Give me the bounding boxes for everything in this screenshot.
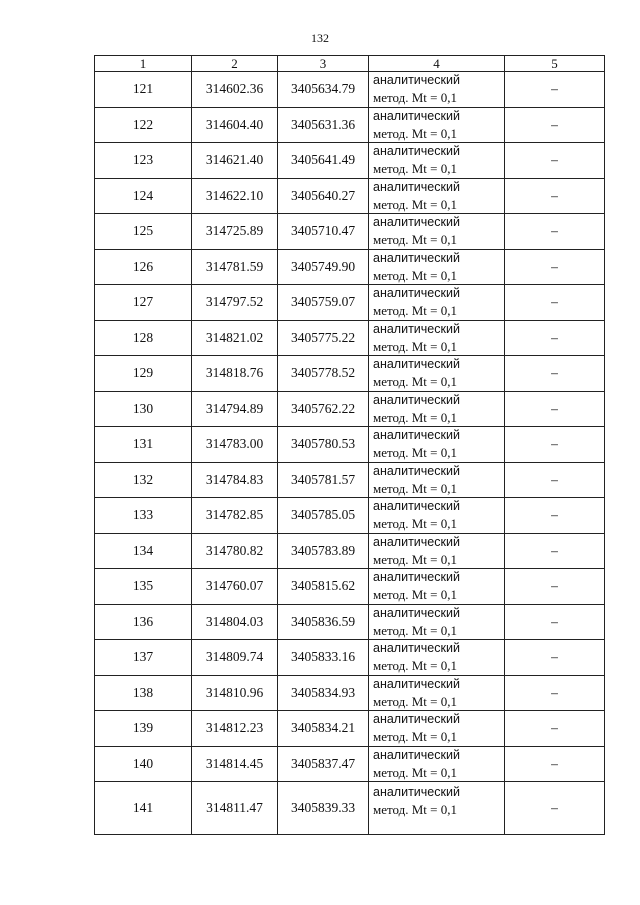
x-coordinate-cell: 314818.76 xyxy=(192,356,278,392)
method-name: аналитический xyxy=(373,144,460,159)
x-coordinate-cell: 314782.85 xyxy=(192,498,278,534)
x-coordinate-cell: 314804.03 xyxy=(192,604,278,640)
method-name: аналитический xyxy=(373,179,460,194)
method-name: аналитический xyxy=(373,73,460,88)
x-coordinate-cell: 314814.45 xyxy=(192,746,278,782)
x-coordinate-cell: 314812.23 xyxy=(192,711,278,747)
method-abbrev: метод. xyxy=(373,622,412,638)
note-cell: – xyxy=(505,356,605,392)
accuracy-value: Mt = 0,1 xyxy=(411,729,458,745)
y-coordinate-cell: 3405780.53 xyxy=(278,427,369,463)
point-number-cell: 135 xyxy=(95,569,192,605)
method-abbrev: метод. xyxy=(373,409,412,425)
method-cell xyxy=(369,214,505,250)
header-col-3: 3 xyxy=(278,56,369,72)
y-coordinate-cell: 3405783.89 xyxy=(278,533,369,569)
method-cell xyxy=(369,285,505,321)
table-row xyxy=(95,214,605,250)
note-cell: – xyxy=(505,604,605,640)
point-number-cell: 140 xyxy=(95,746,192,782)
table-row xyxy=(95,320,605,356)
method-abbrev: метод. xyxy=(373,161,412,177)
point-number-cell: 137 xyxy=(95,640,192,676)
method-abbrev: метод. xyxy=(373,90,412,106)
method-name: аналитический xyxy=(373,499,460,514)
x-coordinate-cell: 314821.02 xyxy=(192,320,278,356)
point-number-cell: 124 xyxy=(95,178,192,214)
method-abbrev: метод. xyxy=(373,551,412,567)
y-coordinate-cell: 3405641.49 xyxy=(278,143,369,179)
method-accuracy-line xyxy=(373,801,504,818)
method-cell xyxy=(369,72,505,108)
accuracy-value: Mt = 0,1 xyxy=(411,338,458,354)
point-number-cell: 121 xyxy=(95,72,192,108)
table-header xyxy=(95,56,605,72)
table-row xyxy=(95,640,605,676)
y-coordinate-cell: 3405762.22 xyxy=(278,391,369,427)
header-col-1: 1 xyxy=(95,56,192,72)
method-cell xyxy=(369,746,505,782)
point-number-cell: 134 xyxy=(95,533,192,569)
table-row xyxy=(95,391,605,427)
point-number-cell: 130 xyxy=(95,391,192,427)
method-cell xyxy=(369,462,505,498)
method-abbrev: метод. xyxy=(373,658,412,674)
method-abbrev: метод. xyxy=(373,125,412,141)
x-coordinate-cell: 314810.96 xyxy=(192,675,278,711)
point-number-cell: 127 xyxy=(95,285,192,321)
table-body xyxy=(95,72,605,835)
note-cell: – xyxy=(505,782,605,835)
header-row xyxy=(95,56,605,72)
note-cell: – xyxy=(505,214,605,250)
y-coordinate-cell: 3405834.93 xyxy=(278,675,369,711)
x-coordinate-cell: 314622.10 xyxy=(192,178,278,214)
method-abbrev: метод. xyxy=(373,196,412,212)
method-accuracy-line xyxy=(373,586,504,603)
header-col-5: 5 xyxy=(505,56,605,72)
method-accuracy-line xyxy=(373,196,504,213)
table-row xyxy=(95,143,605,179)
y-coordinate-cell: 3405634.79 xyxy=(278,72,369,108)
table-row xyxy=(95,498,605,534)
method-name: аналитический xyxy=(373,428,460,443)
table-row xyxy=(95,533,605,569)
table-row xyxy=(95,178,605,214)
point-number-cell: 133 xyxy=(95,498,192,534)
method-cell xyxy=(369,498,505,534)
method-name: аналитический xyxy=(373,357,460,372)
point-number-cell: 141 xyxy=(95,782,192,835)
y-coordinate-cell: 3405710.47 xyxy=(278,214,369,250)
point-number-cell: 125 xyxy=(95,214,192,250)
method-name: аналитический xyxy=(373,570,460,585)
accuracy-value: Mt = 0,1 xyxy=(411,764,458,780)
table-row xyxy=(95,604,605,640)
table-row xyxy=(95,72,605,108)
x-coordinate-cell: 314811.47 xyxy=(192,782,278,835)
method-accuracy-line xyxy=(373,444,504,461)
method-abbrev: метод. xyxy=(373,516,412,532)
note-cell: – xyxy=(505,72,605,108)
note-cell: – xyxy=(505,178,605,214)
note-cell: – xyxy=(505,107,605,143)
method-cell xyxy=(369,107,505,143)
method-abbrev: метод. xyxy=(373,480,412,496)
x-coordinate-cell: 314797.52 xyxy=(192,285,278,321)
note-cell: – xyxy=(505,143,605,179)
accuracy-value: Mt = 0,1 xyxy=(411,409,458,425)
method-name: аналитический xyxy=(373,712,460,727)
y-coordinate-cell: 3405775.22 xyxy=(278,320,369,356)
note-cell: – xyxy=(505,533,605,569)
method-name: аналитический xyxy=(373,747,460,762)
note-cell: – xyxy=(505,320,605,356)
note-cell: – xyxy=(505,711,605,747)
method-accuracy-line xyxy=(373,728,504,745)
method-accuracy-line xyxy=(373,160,504,177)
y-coordinate-cell: 3405836.59 xyxy=(278,604,369,640)
method-abbrev: метод. xyxy=(373,338,412,354)
x-coordinate-cell: 314780.82 xyxy=(192,533,278,569)
method-accuracy-line xyxy=(373,373,504,390)
note-cell: – xyxy=(505,675,605,711)
note-cell: – xyxy=(505,640,605,676)
point-number-cell: 129 xyxy=(95,356,192,392)
method-cell xyxy=(369,675,505,711)
method-abbrev: метод. xyxy=(373,729,412,745)
y-coordinate-cell: 3405781.57 xyxy=(278,462,369,498)
method-abbrev: метод. xyxy=(373,232,412,248)
method-accuracy-line xyxy=(373,515,504,532)
method-cell xyxy=(369,356,505,392)
accuracy-value: Mt = 0,1 xyxy=(411,125,458,141)
method-cell xyxy=(369,782,505,835)
header-col-4: 4 xyxy=(369,56,505,72)
method-abbrev: метод. xyxy=(373,802,412,817)
y-coordinate-cell: 3405749.90 xyxy=(278,249,369,285)
method-cell xyxy=(369,640,505,676)
y-coordinate-cell: 3405833.16 xyxy=(278,640,369,676)
method-accuracy-line xyxy=(373,657,504,674)
method-name: аналитический xyxy=(373,250,460,265)
x-coordinate-cell: 314781.59 xyxy=(192,249,278,285)
method-cell xyxy=(369,391,505,427)
y-coordinate-cell: 3405837.47 xyxy=(278,746,369,782)
y-coordinate-cell: 3405778.52 xyxy=(278,356,369,392)
x-coordinate-cell: 314725.89 xyxy=(192,214,278,250)
accuracy-value: Mt = 0,1 xyxy=(411,161,458,177)
method-accuracy-line xyxy=(373,409,504,426)
method-name: аналитический xyxy=(373,785,460,799)
accuracy-value: Mt = 0,1 xyxy=(411,551,458,567)
accuracy-value: Mt = 0,1 xyxy=(411,445,458,461)
y-coordinate-cell: 3405785.05 xyxy=(278,498,369,534)
table-row xyxy=(95,356,605,392)
x-coordinate-cell: 314784.83 xyxy=(192,462,278,498)
note-cell: – xyxy=(505,498,605,534)
accuracy-value: Mt = 0,1 xyxy=(411,303,458,319)
method-accuracy-line xyxy=(373,622,504,639)
method-name: аналитический xyxy=(373,215,460,230)
accuracy-value: Mt = 0,1 xyxy=(411,658,458,674)
point-number-cell: 128 xyxy=(95,320,192,356)
method-name: аналитический xyxy=(373,321,460,336)
method-accuracy-line xyxy=(373,480,504,497)
method-cell xyxy=(369,320,505,356)
method-accuracy-line xyxy=(373,231,504,248)
accuracy-value: Mt = 0,1 xyxy=(411,516,458,532)
x-coordinate-cell: 314809.74 xyxy=(192,640,278,676)
note-cell: – xyxy=(505,285,605,321)
accuracy-value: Mt = 0,1 xyxy=(411,232,458,248)
point-number-cell: 132 xyxy=(95,462,192,498)
method-name: аналитический xyxy=(373,676,460,691)
method-name: аналитический xyxy=(373,463,460,478)
method-name: аналитический xyxy=(373,605,460,620)
method-accuracy-line xyxy=(373,693,504,710)
accuracy-value: Mt = 0,1 xyxy=(411,90,458,106)
header-col-2: 2 xyxy=(192,56,278,72)
table-row xyxy=(95,569,605,605)
x-coordinate-cell: 314604.40 xyxy=(192,107,278,143)
y-coordinate-cell: 3405834.21 xyxy=(278,711,369,747)
accuracy-value: Mt = 0,1 xyxy=(411,480,458,496)
method-abbrev: метод. xyxy=(373,587,412,603)
method-cell xyxy=(369,427,505,463)
coordinates-table xyxy=(94,55,605,835)
method-abbrev: метод. xyxy=(373,374,412,390)
table-row xyxy=(95,711,605,747)
y-coordinate-cell: 3405640.27 xyxy=(278,178,369,214)
point-number-cell: 126 xyxy=(95,249,192,285)
table-row xyxy=(95,427,605,463)
point-number-cell: 122 xyxy=(95,107,192,143)
method-accuracy-line xyxy=(373,302,504,319)
note-cell: – xyxy=(505,569,605,605)
point-number-cell: 139 xyxy=(95,711,192,747)
note-cell: – xyxy=(505,427,605,463)
method-abbrev: метод. xyxy=(373,764,412,780)
table-row xyxy=(95,249,605,285)
table-row xyxy=(95,746,605,782)
x-coordinate-cell: 314760.07 xyxy=(192,569,278,605)
accuracy-value: Mt = 0,1 xyxy=(411,374,458,390)
method-cell xyxy=(369,533,505,569)
x-coordinate-cell: 314621.40 xyxy=(192,143,278,179)
accuracy-value: Mt = 0,1 xyxy=(411,802,458,817)
method-name: аналитический xyxy=(373,392,460,407)
y-coordinate-cell: 3405839.33 xyxy=(278,782,369,835)
note-cell: – xyxy=(505,391,605,427)
y-coordinate-cell: 3405631.36 xyxy=(278,107,369,143)
table-row xyxy=(95,462,605,498)
method-cell xyxy=(369,178,505,214)
point-number-cell: 131 xyxy=(95,427,192,463)
accuracy-value: Mt = 0,1 xyxy=(411,622,458,638)
accuracy-value: Mt = 0,1 xyxy=(411,267,458,283)
y-coordinate-cell: 3405815.62 xyxy=(278,569,369,605)
page-number: 132 xyxy=(311,31,329,45)
accuracy-value: Mt = 0,1 xyxy=(411,587,458,603)
method-accuracy-line xyxy=(373,125,504,142)
note-cell: – xyxy=(505,746,605,782)
method-accuracy-line xyxy=(373,338,504,355)
x-coordinate-cell: 314783.00 xyxy=(192,427,278,463)
note-cell: – xyxy=(505,462,605,498)
point-number-cell: 138 xyxy=(95,675,192,711)
table-row xyxy=(95,285,605,321)
method-accuracy-line xyxy=(373,551,504,568)
accuracy-value: Mt = 0,1 xyxy=(411,196,458,212)
method-accuracy-line xyxy=(373,764,504,781)
x-coordinate-cell: 314794.89 xyxy=(192,391,278,427)
accuracy-value: Mt = 0,1 xyxy=(411,693,458,709)
method-name: аналитический xyxy=(373,641,460,656)
method-cell xyxy=(369,569,505,605)
method-accuracy-line xyxy=(373,89,504,106)
table-row xyxy=(95,782,605,835)
method-cell xyxy=(369,711,505,747)
method-abbrev: метод. xyxy=(373,303,412,319)
method-cell xyxy=(369,604,505,640)
y-coordinate-cell: 3405759.07 xyxy=(278,285,369,321)
method-cell xyxy=(369,143,505,179)
method-cell xyxy=(369,249,505,285)
method-abbrev: метод. xyxy=(373,693,412,709)
point-number-cell: 136 xyxy=(95,604,192,640)
method-abbrev: метод. xyxy=(373,267,412,283)
table-row xyxy=(95,675,605,711)
method-accuracy-line xyxy=(373,267,504,284)
method-name: аналитический xyxy=(373,286,460,301)
method-abbrev: метод. xyxy=(373,445,412,461)
table-row xyxy=(95,107,605,143)
point-number-cell: 123 xyxy=(95,143,192,179)
x-coordinate-cell: 314602.36 xyxy=(192,72,278,108)
method-name: аналитический xyxy=(373,108,460,123)
method-name: аналитический xyxy=(373,534,460,549)
note-cell: – xyxy=(505,249,605,285)
